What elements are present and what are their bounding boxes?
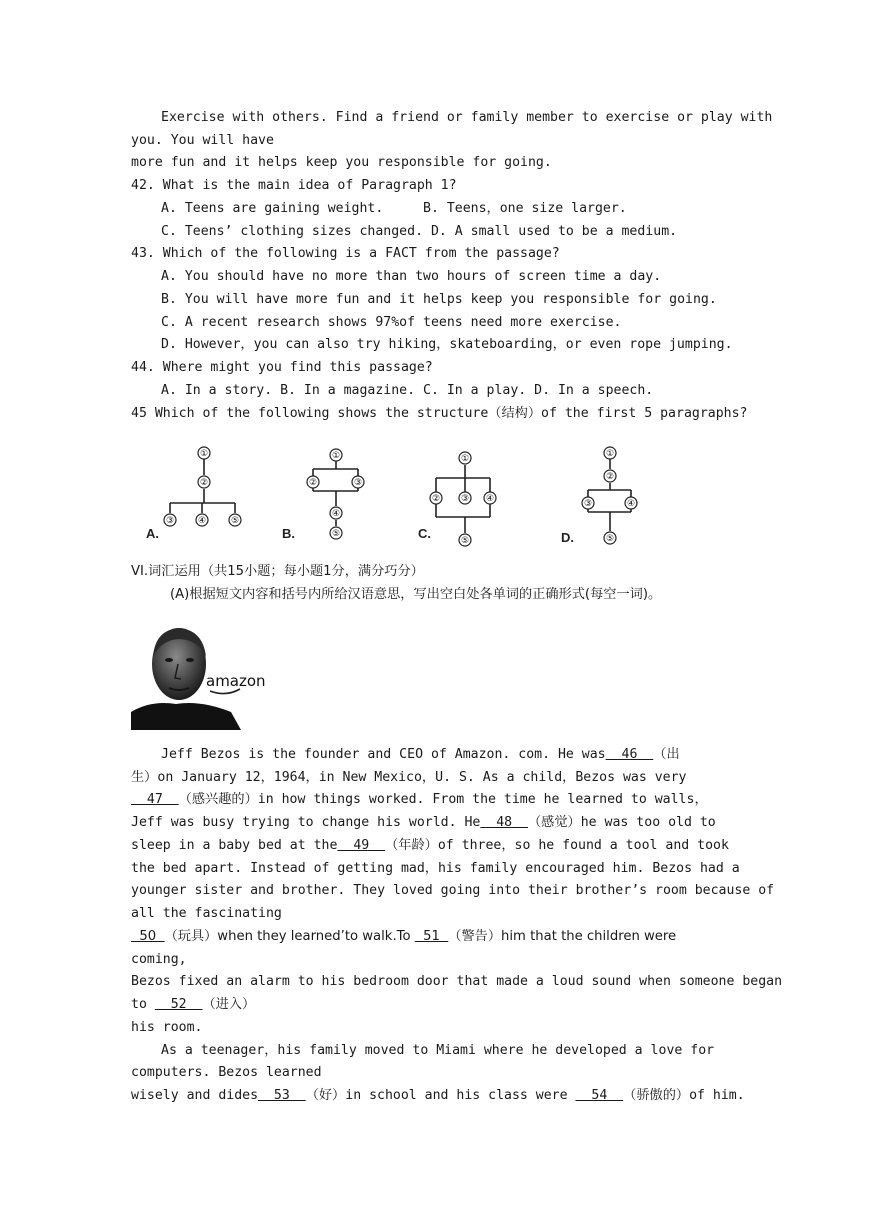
node-d-3 bbox=[582, 497, 594, 509]
passage-line: younger sister and brother. They loved going into their brother’s room because of bbox=[131, 883, 775, 898]
node-c-2 bbox=[430, 492, 442, 504]
node-d-4 bbox=[625, 497, 637, 509]
blank-50[interactable]: 50 bbox=[131, 929, 165, 944]
svg-text:⑤: ⑤ bbox=[230, 515, 240, 525]
svg-text:①: ① bbox=[605, 448, 615, 458]
svg-text:②: ② bbox=[308, 477, 318, 487]
svg-text:⑤: ⑤ bbox=[460, 535, 470, 545]
option-c-label: C. bbox=[418, 526, 431, 541]
amazon-logo-text: amazon bbox=[206, 672, 266, 690]
section-title: VI.词汇运用（共15小题；每小题1分，满分巧分） bbox=[131, 564, 424, 579]
node-a-2 bbox=[198, 476, 210, 488]
passage-line: 生）on January 12，1964，in New Mexico，U. S. As a child，Bezos was very bbox=[131, 770, 687, 785]
svg-text:⑤: ⑤ bbox=[331, 528, 341, 538]
passage-line: Jeff was busy trying to change his world. He 48 （感觉）he was too old to bbox=[131, 815, 716, 830]
blank-46[interactable]: 46 bbox=[605, 747, 654, 762]
passage-line: Bezos fixed an alarm to his bedroom door that made a loud sound when someone began bbox=[131, 974, 783, 989]
structure-diagram-figure bbox=[140, 440, 560, 552]
svg-text:④: ④ bbox=[485, 493, 495, 503]
passage-line: the bed apart. Instead of getting mad，his family encouraged him. Bezos had a bbox=[131, 861, 740, 876]
question-stem: 42. What is the main idea of Paragraph 1? bbox=[131, 178, 457, 193]
passage-line: to 52 （进入） bbox=[131, 997, 256, 1012]
answer-option: B. You will have more fun and it helps keep you responsible for going. bbox=[161, 292, 717, 307]
section-instruction: (A)根据短文内容和括号内所给汉语意思，写出空白处各单词的正确形式(每空一词)。 bbox=[170, 587, 662, 602]
passage-line: his room. bbox=[131, 1020, 203, 1035]
passage-line: 50 （玩具）when they learned’to walk.To 51 （警告）him that the children were bbox=[131, 929, 677, 944]
svg-text:①: ① bbox=[460, 453, 470, 463]
answer-options: A. In a story. B. In a magazine. C. In a play. D. In a speech. bbox=[161, 383, 654, 398]
option-a-label: A. bbox=[146, 526, 159, 541]
passage-line: computers. Bezos learned bbox=[131, 1065, 322, 1080]
passage-line: all the fascinating bbox=[131, 906, 282, 921]
blank-48[interactable]: 48 bbox=[480, 815, 528, 830]
svg-text:④: ④ bbox=[626, 498, 636, 508]
answer-option: A. You should have no more than two hours of screen time a day. bbox=[161, 269, 662, 284]
svg-text:④: ④ bbox=[197, 515, 207, 525]
text-line: you. You will have bbox=[131, 133, 274, 148]
passage-line: 47 （感兴趣的）in how things worked. From the time he learned to walls， bbox=[131, 792, 708, 807]
option-b-label: B. bbox=[282, 526, 295, 541]
node-a-1 bbox=[198, 447, 210, 459]
bezos-amazon-photo bbox=[131, 612, 266, 730]
node-c-1 bbox=[459, 452, 471, 464]
node-c-4 bbox=[484, 492, 496, 504]
svg-text:①: ① bbox=[199, 448, 209, 458]
node-d-5 bbox=[604, 532, 616, 544]
svg-text:②: ② bbox=[431, 493, 441, 503]
svg-text:⑤: ⑤ bbox=[605, 533, 615, 543]
node-a-5 bbox=[229, 514, 241, 526]
node-b-1 bbox=[330, 449, 342, 461]
question-stem: 45 Which of the following shows the structure（结构）of the first 5 paragraphs? bbox=[131, 406, 748, 421]
passage-line: coming, bbox=[131, 952, 187, 967]
question-stem: 43. Which of the following is a FACT from the passage? bbox=[131, 246, 560, 261]
structure-diagram-d bbox=[555, 440, 645, 552]
node-d-1 bbox=[604, 447, 616, 459]
node-b-3 bbox=[352, 476, 364, 488]
svg-text:②: ② bbox=[605, 471, 615, 481]
blank-52[interactable]: 52 bbox=[154, 997, 203, 1012]
svg-text:③: ③ bbox=[165, 515, 175, 525]
passage-line: As a teenager，his family moved to Miami where he developed a love for bbox=[161, 1043, 715, 1058]
blank-49[interactable]: 49 bbox=[337, 838, 386, 853]
text-line: more fun and it helps keep you responsible for going. bbox=[131, 155, 552, 170]
svg-text:③: ③ bbox=[583, 498, 593, 508]
text-line: Exercise with others. Find a friend or family member to exercise or play with bbox=[161, 110, 773, 125]
question-stem: 44. Where might you find this passage? bbox=[131, 360, 433, 375]
node-d-2 bbox=[604, 470, 616, 482]
svg-text:③: ③ bbox=[353, 477, 363, 487]
node-a-4 bbox=[196, 514, 208, 526]
answer-options: C. Teens’ clothing sizes changed. D. A small used to be a medium. bbox=[161, 224, 678, 239]
node-c-3 bbox=[459, 492, 471, 504]
option-d-label: D. bbox=[561, 530, 574, 545]
answer-option: D. However，you can also try hiking，skateboarding，or even rope jumping. bbox=[161, 337, 733, 352]
node-c-5 bbox=[459, 534, 471, 546]
answer-option: C. A recent research shows 97%of teens need more exercise. bbox=[161, 315, 622, 330]
node-b-5 bbox=[330, 527, 342, 539]
node-b-4 bbox=[330, 507, 342, 519]
svg-text:①: ① bbox=[331, 450, 341, 460]
passage-line: Jeff Bezos is the founder and CEO of Amazon. com. He was 46 （出 bbox=[161, 747, 680, 762]
node-b-2 bbox=[307, 476, 319, 488]
passage-line: sleep in a baby bed at the 49 （年龄）of three，so he found a tool and took bbox=[131, 838, 729, 853]
blank-51[interactable]: 51 bbox=[414, 929, 449, 944]
node-a-3 bbox=[164, 514, 176, 526]
svg-text:②: ② bbox=[199, 477, 209, 487]
passage-line: wisely and dides 53 （好）in school and his class were 54 （骄傲的）of him. bbox=[131, 1088, 745, 1103]
svg-text:④: ④ bbox=[331, 508, 341, 518]
svg-text:③: ③ bbox=[460, 493, 470, 503]
answer-options: A. Teens are gaining weight. B. Teens，one size larger. bbox=[161, 201, 627, 216]
blank-53[interactable]: 53 bbox=[258, 1088, 306, 1103]
blank-54[interactable]: 54 bbox=[575, 1088, 624, 1103]
blank-47[interactable]: 47 bbox=[131, 792, 179, 807]
